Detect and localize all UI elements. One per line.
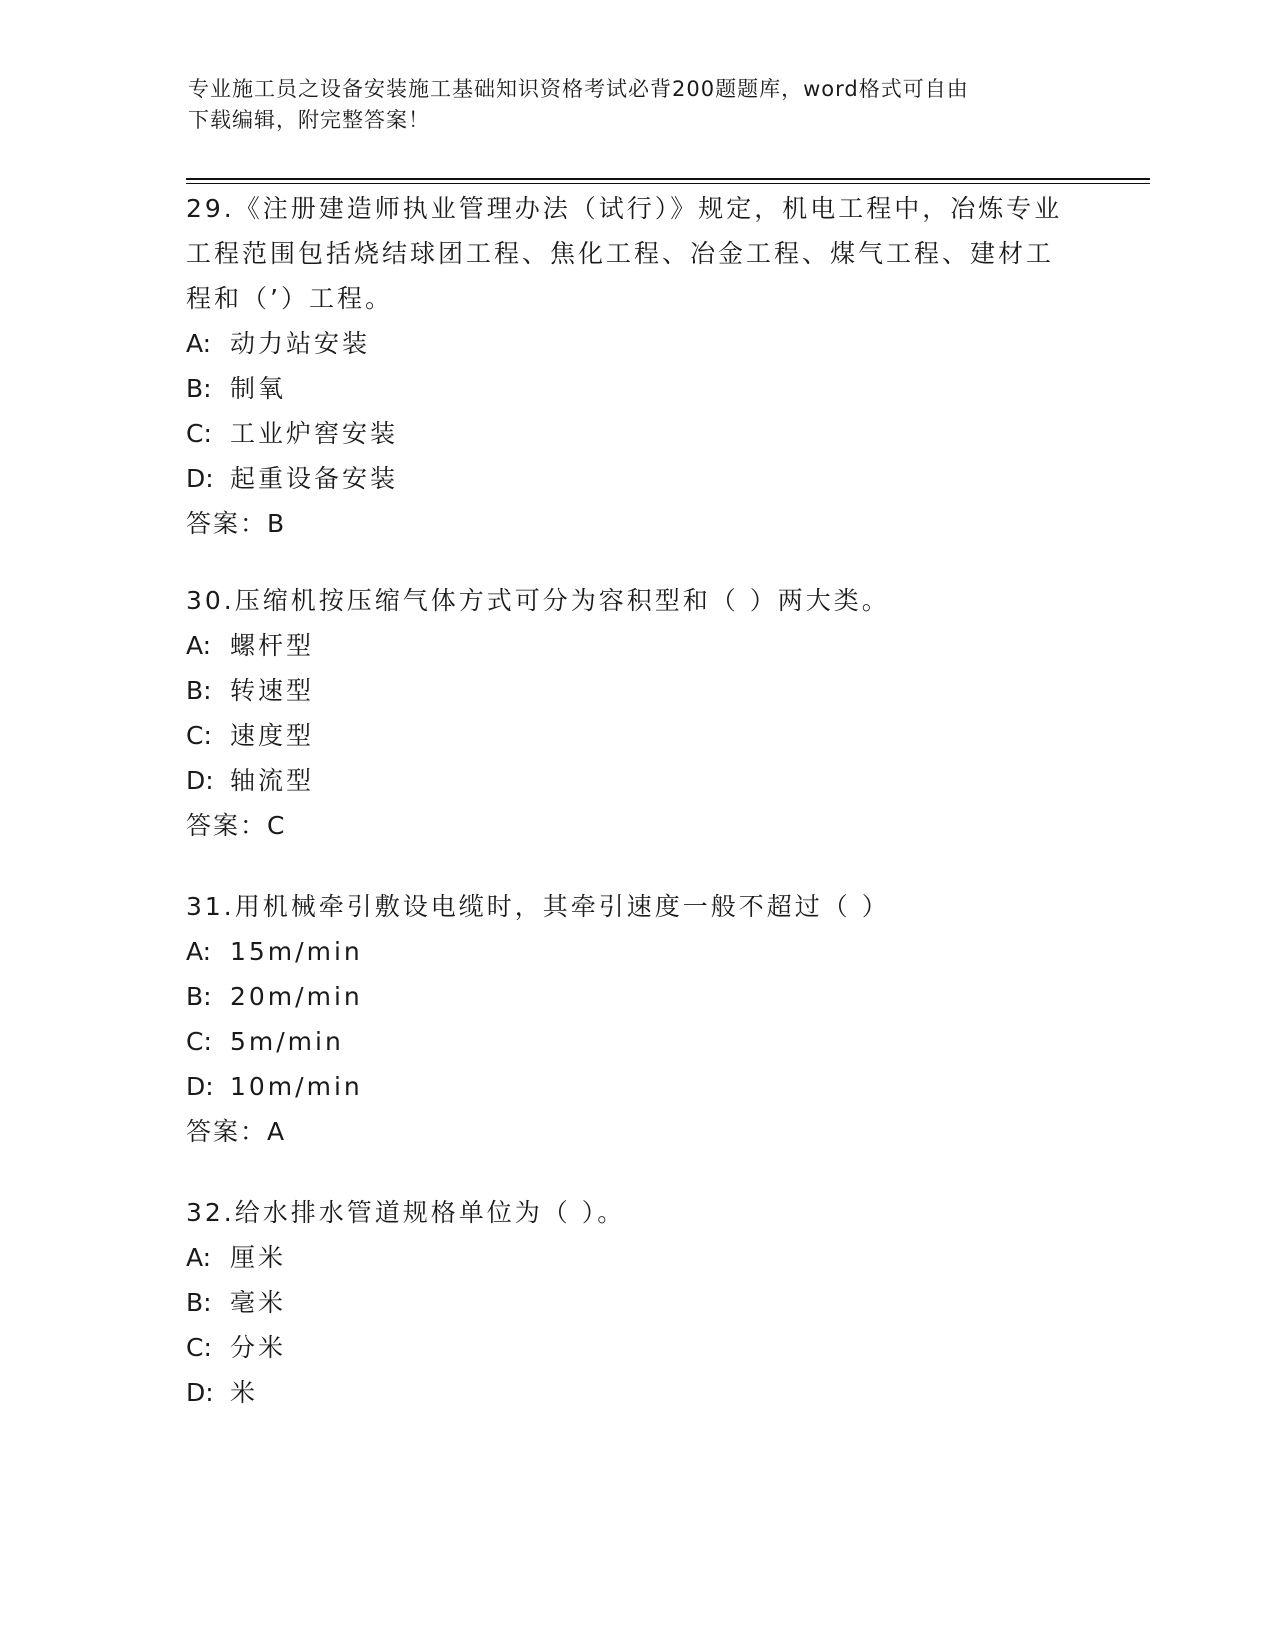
header-divider-thin [186,183,1150,184]
option-b [186,668,1076,713]
option-text: 起重设备安装 [230,464,399,493]
option-label: B: [186,374,212,403]
option-label: C: [186,1027,212,1056]
question-31 [186,884,1076,1154]
question-text: 31.用机械牵引敷设电缆时，其牵引速度一般不超过（ ） [186,892,890,921]
option-label: C: [186,721,212,750]
option-text: 动力站安装 [230,329,371,358]
option-label: A: [186,1243,212,1272]
option-text: 速度型 [230,721,315,750]
option-label: A: [186,937,212,966]
option-a [186,321,1076,366]
option-text: 分米 [230,1333,287,1362]
answer: 答案：B [186,509,287,538]
option-b [186,1280,1076,1325]
option-b [186,974,1076,1019]
option-text: 厘米 [230,1243,287,1272]
option-c [186,1019,1076,1064]
option-c [186,713,1076,758]
option-d [186,456,1076,501]
option-label: A: [186,329,212,358]
header-line-2: 下载编辑，附完整答案！ [188,108,430,132]
option-a [186,623,1076,668]
answer: 答案：C [186,811,287,840]
question-30 [186,578,1076,848]
document-header [188,74,1068,136]
option-c [186,1325,1076,1370]
question-29 [186,186,1076,546]
question-text: 30.压缩机按压缩气体方式可分为容积型和（ ）两大类。 [186,586,890,615]
option-text: 螺杆型 [230,631,315,660]
option-label: D: [186,1072,214,1101]
option-text: 20m/min [230,982,363,1011]
option-text: 毫米 [230,1288,287,1317]
option-label: C: [186,1333,212,1362]
answer: 答案：A [186,1117,287,1146]
question-text: 29.《注册建造师执业管理办法（试行）》规定，机电工程中，冶炼专业工程范围包括烧结球团工程、焦化工程、冶金工程、煤气工程、建材工程和（’）工程。 [186,194,1063,313]
option-a [186,929,1076,974]
header-divider-thick [186,178,1150,180]
option-b [186,366,1076,411]
option-d [186,1064,1076,1109]
option-text: 转速型 [230,676,315,705]
option-label: C: [186,419,212,448]
option-text: 5m/min [230,1027,344,1056]
option-label: A: [186,631,212,660]
option-text: 轴流型 [230,766,315,795]
option-c [186,411,1076,456]
option-label: D: [186,766,214,795]
option-label: B: [186,676,212,705]
option-d [186,1370,1076,1415]
header-line-1: 专业施工员之设备安装施工基础知识资格考试必背200题题库，word格式可自由 [188,77,969,101]
option-label: D: [186,1378,214,1407]
option-label: D: [186,464,214,493]
question-32 [186,1190,1076,1415]
question-text: 32.给水排水管道规格单位为（ ）。 [186,1198,626,1227]
option-text: 15m/min [230,937,363,966]
option-text: 工业炉窖安装 [230,419,399,448]
option-text: 米 [230,1378,259,1407]
option-label: B: [186,1288,212,1317]
option-a [186,1235,1076,1280]
option-label: B: [186,982,212,1011]
option-d [186,758,1076,803]
option-text: 制氧 [230,374,287,403]
option-text: 10m/min [230,1072,363,1101]
